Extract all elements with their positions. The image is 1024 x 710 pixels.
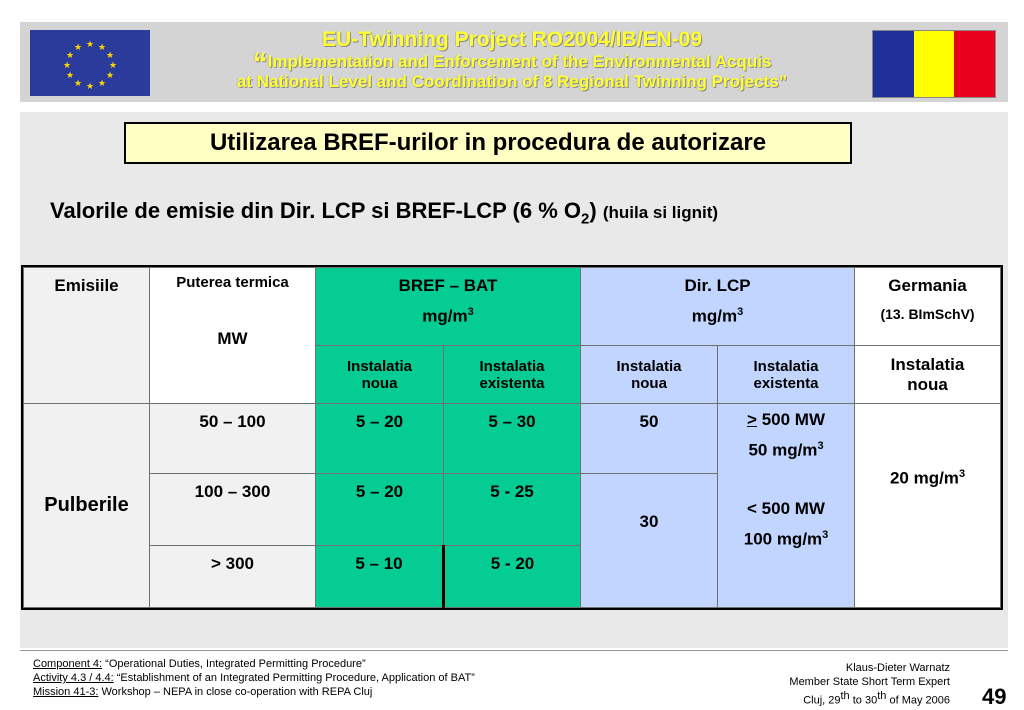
project-title — [160, 28, 864, 92]
svg-text:★: ★ — [65, 51, 75, 61]
page-number: 49 — [982, 684, 1007, 709]
dir-existenta-cell: > 500 MW 50 $mg/m^3$ < 500 MW 100 $mg/m^3$ — [718, 404, 855, 608]
svg-text:★: ★ — [105, 71, 115, 81]
svg-text:★: ★ — [105, 51, 115, 61]
bref-existenta-cell: 5 - 25 — [444, 474, 581, 546]
dir-inst-noua: Instalatia noua — [581, 346, 718, 404]
putere-cell: 100 – 300 — [150, 474, 316, 546]
svg-text:★: ★ — [85, 82, 95, 92]
subtitle-note: (huila si lignit) — [602, 203, 719, 222]
putere-cell: 50 – 100 — [150, 404, 316, 474]
header-puterea: Puterea termica MW — [150, 268, 316, 404]
bref-noua-cell: 5 – 20 — [316, 404, 444, 474]
header-dir-lcp: Dir. LCP $mg/m^3$ — [581, 268, 855, 346]
germania-value-cell: 20 $mg/m^3$ — [855, 404, 1001, 608]
svg-text:★: ★ — [97, 79, 107, 89]
table-row — [24, 404, 1001, 474]
emission-table — [23, 267, 1001, 608]
event-date: Cluj, 29th to 30th of May 2006 — [803, 690, 950, 707]
svg-text:★: ★ — [108, 61, 118, 71]
bref-inst-noua: Instalatia noua — [316, 346, 444, 404]
slide-title: Utilizarea BREF-urilor in procedura de autorizare — [124, 122, 852, 164]
svg-text:★: ★ — [73, 79, 83, 89]
svg-text:★: ★ — [73, 43, 83, 53]
bref-noua-cell: 5 – 10 — [316, 546, 444, 608]
bref-existenta-cell: 5 - 20 — [444, 546, 581, 608]
svg-text:★: ★ — [97, 43, 107, 53]
dir-noua-cell: 50 — [581, 404, 718, 474]
dir-noua-cell: 30 — [581, 474, 718, 608]
project-subtitle-2: at National Level and Coordination of 8 Regional Twinning Projects” — [236, 72, 788, 91]
header-emisiile: Emisiile — [24, 268, 150, 404]
header-germania: Germania (13. BImSchV) — [855, 268, 1001, 346]
header-bref: BREF – BAT $mg/m^3$ — [316, 268, 581, 346]
row-label-pulberile: Pulberile — [24, 404, 150, 608]
eu-flag-icon — [30, 30, 150, 96]
footer-project-info: Component 4: “Operational Duties, Integrated Permitting Procedure” Activity 4.3 / 4.4: “Establishment of an Integrated Permitting Procedure, Application of BAT” Mission 41-3: Workshop – NEPA in close co-operation with REPA Cluj — [33, 658, 475, 698]
svg-text:★: ★ — [65, 71, 75, 81]
svg-text:★: ★ — [85, 40, 95, 50]
germania-inst-noua: Instalatia noua — [855, 346, 1001, 404]
eu-stars-icon — [30, 30, 150, 96]
bref-existenta-cell: 5 – 30 — [444, 404, 581, 474]
putere-cell: > 300 — [150, 546, 316, 608]
dir-inst-existenta: Instalatia existenta — [718, 346, 855, 404]
footer-divider — [20, 650, 1008, 651]
author-name: Klaus-Dieter Warnatz — [845, 662, 950, 674]
slide-header — [20, 22, 1008, 102]
romania-flag-icon — [872, 30, 996, 98]
svg-text:★: ★ — [62, 61, 72, 71]
project-subtitle-1: “Implementation and Enforcement of the Environmental Acquis — [252, 47, 772, 80]
slide-content — [20, 112, 1008, 648]
slide-subtitle: Valorile de emisie din Dir. LCP si BREF-LCP (6 % $O_2$) (huila si lignit) — [50, 198, 719, 228]
footer-author-info — [789, 661, 950, 708]
bref-inst-existenta: Instalatia existenta — [444, 346, 581, 404]
bref-noua-cell: 5 – 20 — [316, 474, 444, 546]
author-role: Member State Short Term Expert — [789, 676, 950, 688]
project-code: EU-Twinning Project RO2004/IB/EN-09 — [321, 28, 703, 51]
